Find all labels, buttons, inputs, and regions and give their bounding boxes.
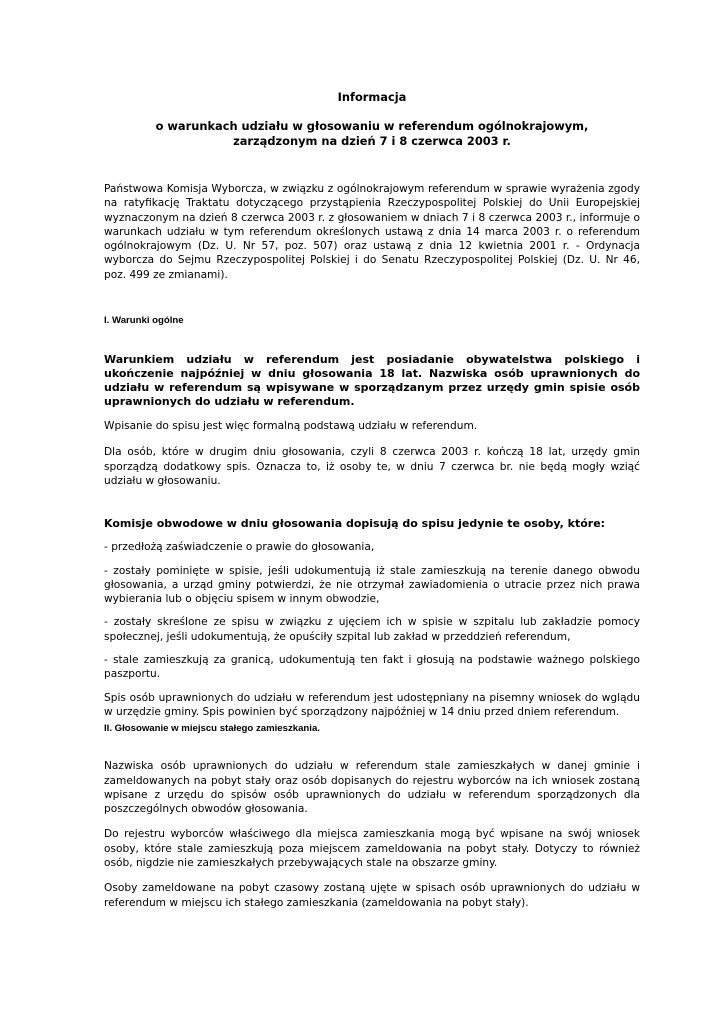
commissions-heading: Komisje obwodowe w dniu głosowania dopisują do spisu jedynie te osoby, które: — [104, 517, 606, 531]
commissions-item-2: - zostały pominięte w spisie, jeśli udokumentują iż stale zamieszkują na terenie danego obwodu głosowania, a urząd gminy potwierdzi, że nie otrzymał zawiadomienia o utracie przez nich prawa wybierania lub o objęciu spisem w innym obwodzie, — [104, 564, 640, 606]
document-subtitle — [104, 119, 640, 149]
commissions-item-3: - zostały skreślone ze spisu w związku z ujęciem ich w spisie w szpitalu lub zakładzie pomocy społecznej, jeśli udokumentują, że opuściły szpital lub zakład w przeddzień referendum, — [104, 616, 640, 643]
section-2-paragraph-3: Osoby zameldowane na pobyt czasowy zostaną ujęte w spisach osób uprawnionych do udziału w referendum w miejscu ich stałego zamieszkania (zameldowania na pobyt stały). — [104, 882, 640, 909]
document-page — [104, 90, 640, 910]
section-1-paragraph-1: Wpisanie do spisu jest więc formalną podstawą udziału w referendum. — [104, 420, 478, 433]
intro-paragraph: Państwowa Komisja Wyborcza, w związku z ogólnokrajowym referendum w sprawie wyrażenia zgody na ratyfikację Traktatu dotyczącego przystąpienia Rzeczypospolitej Polskiej do Unii Europejskiej wyznaczonym na dzień 8 czerwca 2003 r. z głosowaniem w dniach 7 i 8 czerwca 2003 r., informuje o warunkach udziału w tym referendum określonych ustawą z dnia 14 marca 2003 r. o referendum ogólnokrajowym (Dz. U. Nr 57, poz. 507) oraz ustawą z dnia 12 kwietnia 2001 r. - Ordynacja wyborcza do Sejmu Rzeczypospolitej Polskiej i do Senatu Rzeczypospolitej Polskiej (Dz. U. Nr 46, poz. 499 ze zmianami). — [104, 183, 640, 281]
section-2-paragraph-1: Nazwiska osób uprawnionych do udziału w referendum stale zamieszkałych w danej gminie i zameldowanych na pobyt stały oraz osób dopisanych do rejestru wyborców na ich wniosek zostaną wpisane z urzędu do spisów osób uprawnionych do udziału w referendum sporządzonych dla poszczególnych obwodów głosowania. — [104, 760, 640, 816]
section-1-heading: I. Warunki ogólne — [104, 315, 184, 327]
section-2-paragraph-2: Do rejestru wyborców właściwego dla miejsca zamieszkania mogą być wpisane na swój wniosek osoby, które stale zamieszkują poza miejscem zameldowania na pobyt stały. Dotyczy to również osób, nigdzie nie zamieszkałych przebywających stale na obszarze gminy. — [104, 828, 640, 870]
commissions-item-1: - przedłożą zaświadczenie o prawie do głosowania, — [104, 541, 375, 554]
document-title: Informacja — [337, 90, 407, 104]
section-1-conditions: Warunkiem udziału w referendum jest posiadanie obywatelstwa polskiego i ukończenie najpóźniej w dniu głosowania 18 lat. Nazwiska osób uprawnionych do udziału w referendum są wpisywane w sporządzanym przez urzędy gmin spisie osób uprawnionych do udziału w referendum. — [104, 353, 640, 409]
section-1-paragraph-2: Dla osób, które w drugim dniu głosowania, czyli 8 czerwca 2003 r. kończą 18 lat, urzędy gmin sporządzą dodatkowy spis. Oznacza to, iż osoby te, w dniu 7 czerwca br. nie będą mogły wziąć udziału w głosowaniu. — [104, 446, 640, 487]
subtitle-line-1: o warunkach udziału w głosowaniu w referendum ogólnokrajowym, — [155, 119, 589, 133]
commissions-item-4: - stale zamieszkują za granicą, udokumentują ten fakt i głosują na podstawie ważnego polskiego paszportu. — [104, 654, 640, 681]
commissions-closing: Spis osób uprawnionych do udziału w referendum jest udostępniany na pisemny wniosek do wglądu w urzędzie gminy. Spis powinien być sporządzony najpóźniej w 14 dniu przed dniem referendum. — [104, 691, 640, 718]
section-2-heading: II. Głosowanie w miejscu stałego zamieszkania. — [104, 723, 320, 735]
subtitle-line-2: zarządzonym na dzień 7 i 8 czerwca 2003 r. — [233, 134, 511, 148]
